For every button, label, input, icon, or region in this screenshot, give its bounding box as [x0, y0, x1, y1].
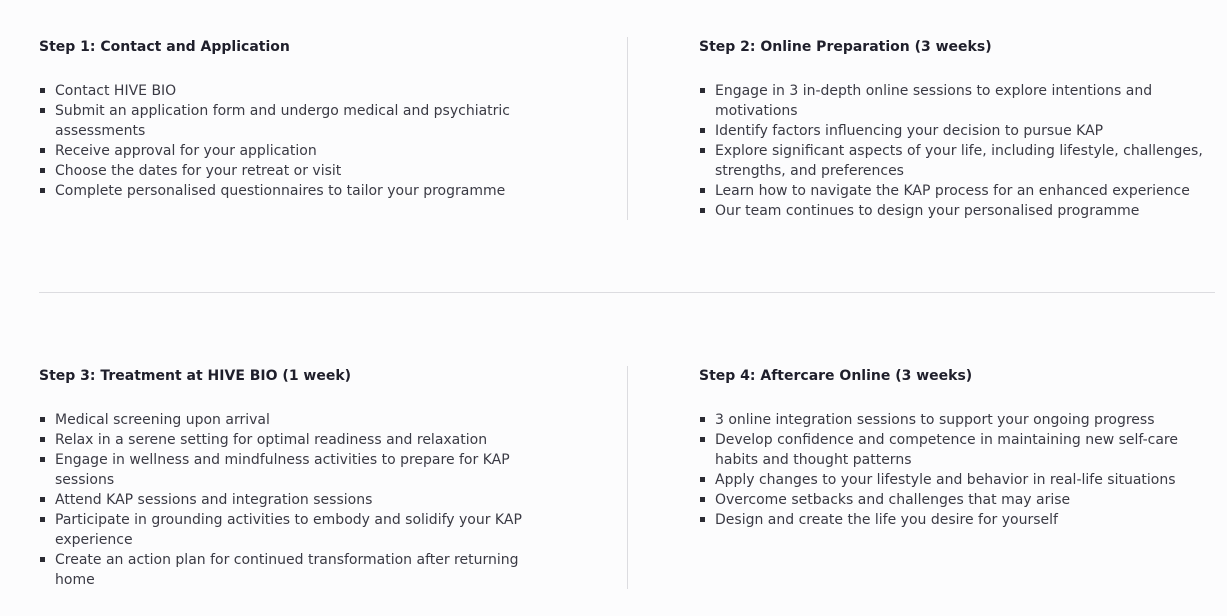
square-bullet-icon	[40, 188, 45, 193]
list-item-text: Design and create the life you desire for yourself	[715, 512, 1058, 528]
list-item-text: Submit an application form and undergo medical and psychiatric assessments	[55, 103, 510, 139]
step-1-title: Step 1: Contact and Application	[39, 39, 290, 55]
list-item	[39, 181, 549, 201]
list-item-text: Attend KAP sessions and integration sessions	[55, 492, 373, 508]
list-item	[39, 490, 549, 510]
list-item-text: Choose the dates for your retreat or visit	[55, 163, 342, 179]
list-item	[39, 81, 549, 101]
list-item	[39, 550, 549, 590]
list-item	[39, 141, 549, 161]
list-item-text: Participate in grounding activities to embody and solidify your KAP experience	[55, 512, 522, 548]
list-item	[39, 161, 549, 181]
square-bullet-icon	[700, 417, 705, 422]
list-item-text: 3 online integration sessions to support your ongoing progress	[715, 412, 1155, 428]
square-bullet-icon	[40, 88, 45, 93]
square-bullet-icon	[40, 417, 45, 422]
list-item-text: Develop confidence and competence in maintaining new self-care habits and thought patterns	[715, 432, 1178, 468]
step-3-list	[39, 410, 549, 590]
step-3-title: Step 3: Treatment at HIVE BIO (1 week)	[39, 368, 352, 384]
square-bullet-icon	[40, 457, 45, 462]
list-item	[699, 430, 1204, 470]
list-item	[39, 410, 549, 430]
list-item	[699, 490, 1204, 510]
list-item	[699, 181, 1204, 201]
list-item-text: Engage in wellness and mindfulness activities to prepare for KAP sessions	[55, 452, 510, 488]
step-4-title: Step 4: Aftercare Online (3 weeks)	[699, 368, 973, 384]
step-1-list	[39, 81, 549, 201]
step-2-title: Step 2: Online Preparation (3 weeks)	[699, 39, 992, 55]
list-item-text: Overcome setbacks and challenges that may arise	[715, 492, 1071, 508]
list-item-text: Receive approval for your application	[55, 143, 317, 159]
list-item	[39, 510, 549, 550]
list-item-text: Relax in a serene setting for optimal readiness and relaxation	[55, 432, 488, 448]
square-bullet-icon	[40, 497, 45, 502]
list-item	[699, 141, 1204, 181]
square-bullet-icon	[700, 437, 705, 442]
square-bullet-icon	[700, 208, 705, 213]
square-bullet-icon	[40, 148, 45, 153]
list-item-text: Medical screening upon arrival	[55, 412, 270, 428]
square-bullet-icon	[40, 108, 45, 113]
list-item-text: Explore significant aspects of your life, including lifestyle, challenges, strengths, and preferences	[715, 143, 1203, 179]
list-item-text: Learn how to navigate the KAP process for an enhanced experience	[715, 183, 1190, 199]
square-bullet-icon	[40, 437, 45, 442]
square-bullet-icon	[700, 188, 705, 193]
list-item-text: Apply changes to your lifestyle and behavior in real-life situations	[715, 472, 1176, 488]
list-item-text: Complete personalised questionnaires to tailor your programme	[55, 183, 506, 199]
step-4-section	[699, 366, 1204, 530]
square-bullet-icon	[700, 128, 705, 133]
square-bullet-icon	[700, 517, 705, 522]
horizontal-divider	[39, 292, 1215, 293]
list-item	[39, 430, 549, 450]
step-4-list	[699, 410, 1204, 530]
list-item-text: Our team continues to design your personalised programme	[715, 203, 1140, 219]
square-bullet-icon	[700, 88, 705, 93]
list-item	[39, 101, 549, 141]
list-item-text: Contact HIVE BIO	[55, 83, 177, 99]
square-bullet-icon	[700, 497, 705, 502]
step-3-section	[39, 366, 549, 590]
list-item	[699, 121, 1204, 141]
square-bullet-icon	[40, 168, 45, 173]
list-item	[699, 81, 1204, 121]
step-1-section	[39, 37, 549, 201]
square-bullet-icon	[40, 557, 45, 562]
list-item	[699, 470, 1204, 490]
list-item	[699, 201, 1204, 221]
list-item-text: Create an action plan for continued transformation after returning home	[55, 552, 519, 588]
list-item-text: Engage in 3 in-depth online sessions to explore intentions and motivations	[715, 83, 1153, 119]
list-item	[699, 510, 1204, 530]
square-bullet-icon	[700, 477, 705, 482]
square-bullet-icon	[40, 517, 45, 522]
square-bullet-icon	[700, 148, 705, 153]
step-2-list	[699, 81, 1204, 221]
vertical-divider	[627, 366, 628, 589]
list-item-text: Identify factors influencing your decision to pursue KAP	[715, 123, 1104, 139]
list-item	[699, 410, 1204, 430]
step-2-section	[699, 37, 1204, 221]
list-item	[39, 450, 549, 490]
vertical-divider	[627, 37, 628, 220]
